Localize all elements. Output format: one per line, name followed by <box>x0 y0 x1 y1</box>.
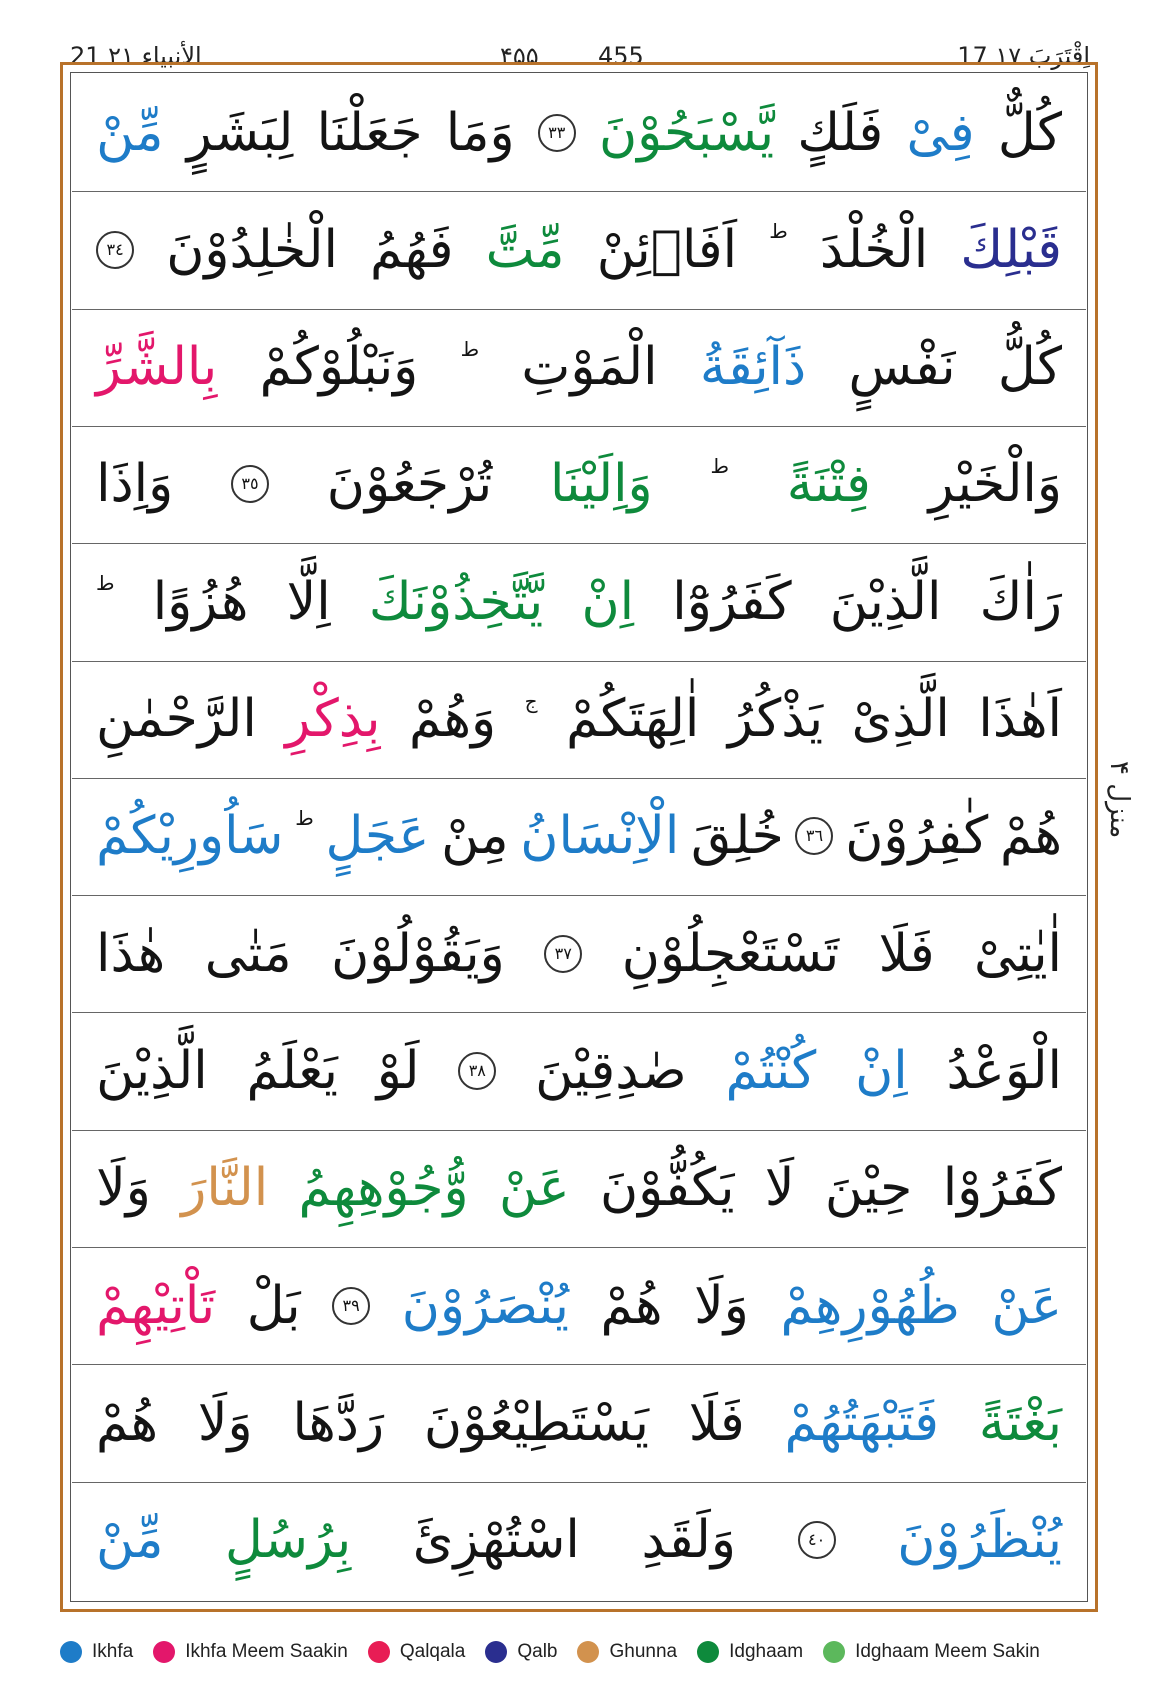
arabic-word: فَتَبْهَتُهُمْ <box>784 1392 940 1453</box>
arabic-word: عَجَلٍ <box>325 806 430 867</box>
legend-color-dot <box>697 1641 719 1663</box>
arabic-word: اَهٰذَا <box>978 689 1062 749</box>
arabic-word: الَّذِيْنَ <box>829 571 942 632</box>
arabic-word: النَّارَ <box>181 1158 269 1219</box>
arabic-word: وَاِذَا <box>96 454 174 515</box>
manzil-marker <box>1094 735 1144 865</box>
arabic-word: اِنْ <box>855 1040 908 1101</box>
arabic-word: رَدَّهَا <box>292 1392 385 1453</box>
quran-line-10 <box>72 1130 1086 1247</box>
arabic-word: مِّنْ <box>96 1510 164 1571</box>
arabic-word: تَاْتِيْهِمْ <box>96 1275 216 1336</box>
arabic-word: حِيْنَ <box>824 1158 913 1219</box>
ayah-number-marker: ٣٤ <box>96 231 134 269</box>
quran-line-6 <box>72 661 1086 778</box>
arabic-word: لَا <box>764 1158 795 1219</box>
arabic-word: الَّذِيْنَ <box>96 1040 208 1101</box>
legend-label: Ikhfa Meem Saakin <box>185 1641 348 1662</box>
arabic-word: يَسْتَطِيْعُوْنَ <box>423 1392 649 1453</box>
arabic-word: هُمْ <box>999 806 1062 867</box>
arabic-word: فَهُمُ <box>370 219 454 280</box>
arabic-word: الْوَعْدُ <box>946 1040 1062 1101</box>
arabic-word: الَّذِىْ <box>851 689 950 749</box>
arabic-word: كٰفِرُوْنَ <box>845 806 989 867</box>
ayah-number-marker: ٣٧ <box>544 935 582 973</box>
arabic-word: جَعَلْنَا <box>316 102 423 163</box>
arabic-word: لَوْ <box>376 1040 420 1101</box>
legend-item <box>153 1641 348 1663</box>
waqf-sign: ط <box>96 571 115 596</box>
arabic-word: تَسْتَعْجِلُوْنِ <box>621 923 840 984</box>
legend-label: Idghaam <box>729 1641 804 1662</box>
arabic-word: اَفَاۡئِنْ <box>596 219 738 280</box>
arabic-word: كُلُّ <box>997 337 1062 398</box>
arabic-word: وَيَقُوْلُوْنَ <box>331 923 505 984</box>
legend-color-dot <box>485 1641 507 1663</box>
legend-item <box>697 1641 803 1663</box>
arabic-word: بَغْتَةً <box>978 1392 1062 1453</box>
arabic-word: بَلْ <box>246 1275 301 1336</box>
arabic-word: رَاٰكَ <box>979 571 1062 632</box>
arabic-word: فَلَكٍ <box>797 102 884 163</box>
arabic-word: ظُهُوْرِهِمْ <box>780 1275 960 1336</box>
arabic-word: هُمْ <box>96 1392 159 1453</box>
quran-line-4 <box>72 426 1086 543</box>
arabic-word: وُّجُوْهِهِمُ <box>298 1158 469 1219</box>
arabic-word: لِبَشَرٍ <box>186 102 294 163</box>
quran-line-8 <box>72 895 1086 1012</box>
ayah-number-marker: ٣٨ <box>458 1052 496 1090</box>
arabic-word: سَاُورِيْكُمْ <box>96 806 284 867</box>
legend-label: Qalqala <box>399 1641 466 1662</box>
arabic-word: فَلَا <box>878 923 935 984</box>
juz-label: 17 اِقْتَرَبَ ١٧ <box>957 42 1090 70</box>
arabic-word: الْخُلْدَ <box>819 219 929 280</box>
arabic-word: عَنْ <box>499 1158 570 1219</box>
arabic-word: وَمَا <box>445 102 515 163</box>
arabic-word: هُزُوًا <box>152 571 249 632</box>
arabic-word: ذَآئِقَةُ <box>699 337 807 398</box>
arabic-word: الرَّحْمٰنِ <box>96 689 257 749</box>
waqf-sign: ط <box>460 336 480 361</box>
surah-label: 21 الأنبياء ٢١ <box>70 42 202 70</box>
arabic-word: وَهُمْ <box>409 689 497 749</box>
arabic-word: اِلَّا <box>286 571 331 632</box>
legend-item <box>60 1641 133 1663</box>
waqf-sign: ط <box>769 219 788 244</box>
arabic-word: خُلِقَ <box>691 806 784 867</box>
manzil-label: منزل ۴ <box>1104 757 1134 842</box>
arabic-word: صٰدِقِيْنَ <box>535 1040 687 1101</box>
arabic-word: نَفْسٍ <box>848 337 956 398</box>
arabic-word: يُنْظَرُوْنَ <box>897 1510 1062 1571</box>
arabic-word: وَالْخَيْرِ <box>928 454 1062 515</box>
page-number-arabic: ۴۵۵ <box>500 42 539 70</box>
arabic-word: بِذِكْرِ <box>285 689 381 749</box>
legend-item <box>823 1641 1040 1663</box>
arabic-word: كُنْتُمْ <box>725 1040 817 1101</box>
quran-line-1 <box>72 74 1086 191</box>
quran-line-11 <box>72 1247 1086 1364</box>
arabic-word: مِّتَّ <box>485 219 565 280</box>
waqf-sign: ط <box>295 805 314 830</box>
legend-color-dot <box>368 1641 390 1663</box>
ayah-number-marker: ٣٩ <box>332 1287 370 1325</box>
legend-color-dot <box>823 1641 845 1663</box>
arabic-word: وَاِلَيْنَا <box>550 454 653 515</box>
arabic-word: عَنْ <box>991 1275 1062 1336</box>
arabic-word: كُلٌّ <box>997 102 1062 163</box>
waqf-sign: ج <box>524 688 538 713</box>
page-number: 455 <box>598 42 644 70</box>
legend-item <box>577 1641 677 1663</box>
legend-label: Idghaam Meem Sakin <box>855 1641 1040 1662</box>
quran-line-9 <box>72 1012 1086 1129</box>
arabic-word: مِّنْ <box>96 102 164 163</box>
arabic-word: وَلَا <box>694 1275 749 1336</box>
arabic-word: يَّتَّخِذُوْنَكَ <box>368 571 544 632</box>
arabic-word: تُرْجَعُوْنَ <box>326 454 493 515</box>
arabic-word: هُمْ <box>600 1275 663 1336</box>
arabic-word: اٰيٰتِىْ <box>974 923 1062 984</box>
legend-label: Ikhfa <box>92 1641 134 1662</box>
arabic-word: يُنْصَرُوْنَ <box>401 1275 569 1336</box>
quran-line-5 <box>72 543 1086 660</box>
quran-line-13 <box>72 1482 1086 1599</box>
arabic-word: فَلَا <box>688 1392 745 1453</box>
legend-label: Ghunna <box>609 1641 678 1662</box>
arabic-word: يَكُفُّوْنَ <box>599 1158 735 1219</box>
waqf-sign: ط <box>710 453 729 478</box>
arabic-word: وَلَا <box>96 1158 151 1219</box>
arabic-word: الْخٰلِدُوْنَ <box>166 219 338 280</box>
arabic-word: وَنَبْلُوْكُمْ <box>259 337 419 398</box>
legend-item <box>368 1641 466 1663</box>
ayah-number-marker: ٣٦ <box>795 817 833 855</box>
arabic-word: يَعْلَمُ <box>246 1040 338 1101</box>
legend-color-dot <box>153 1641 175 1663</box>
arabic-word: فِتْنَةً <box>786 454 871 515</box>
arabic-word: كَفَرُوْٓا <box>672 571 792 632</box>
arabic-word: الْاِنْسَانُ <box>520 806 680 867</box>
quran-line-12 <box>72 1364 1086 1481</box>
arabic-word: هٰذَا <box>96 923 166 984</box>
arabic-word: مَتٰى <box>204 923 292 984</box>
legend-color-dot <box>60 1641 82 1663</box>
legend-item <box>485 1641 557 1663</box>
arabic-word: وَلَقَدِ <box>641 1510 736 1571</box>
quran-line-7 <box>72 778 1086 895</box>
ayah-number-marker: ٤٠ <box>798 1521 836 1559</box>
arabic-word: اسْتُهْزِئَ <box>412 1510 580 1571</box>
legend-label: Qalb <box>517 1641 558 1662</box>
legend-color-dot <box>577 1641 599 1663</box>
arabic-word: كَفَرُوْا <box>942 1158 1062 1219</box>
arabic-word: يَّسْبَحُوْنَ <box>598 102 775 163</box>
arabic-word: بِرُسُلٍ <box>225 1510 352 1571</box>
arabic-word: مِنْ <box>441 806 509 867</box>
quran-line-3 <box>72 309 1086 426</box>
arabic-word: الْمَوْتِ <box>521 337 658 398</box>
arabic-word: اِنْ <box>581 571 635 632</box>
ayah-number-marker: ٣٣ <box>538 114 576 152</box>
arabic-word: وَلَا <box>197 1392 253 1453</box>
arabic-word: فِىْ <box>906 102 975 163</box>
arabic-word: يَذْكُرُ <box>727 689 824 749</box>
arabic-word: بِالشَّرِّ <box>96 337 218 398</box>
quran-line-2 <box>72 191 1086 308</box>
ayah-number-marker: ٣٥ <box>231 465 269 503</box>
arabic-word: اٰلِهَتَكُمْ <box>566 689 700 749</box>
arabic-word: قَبْلِكَ <box>960 219 1062 280</box>
tajweed-legend <box>60 1632 1120 1672</box>
